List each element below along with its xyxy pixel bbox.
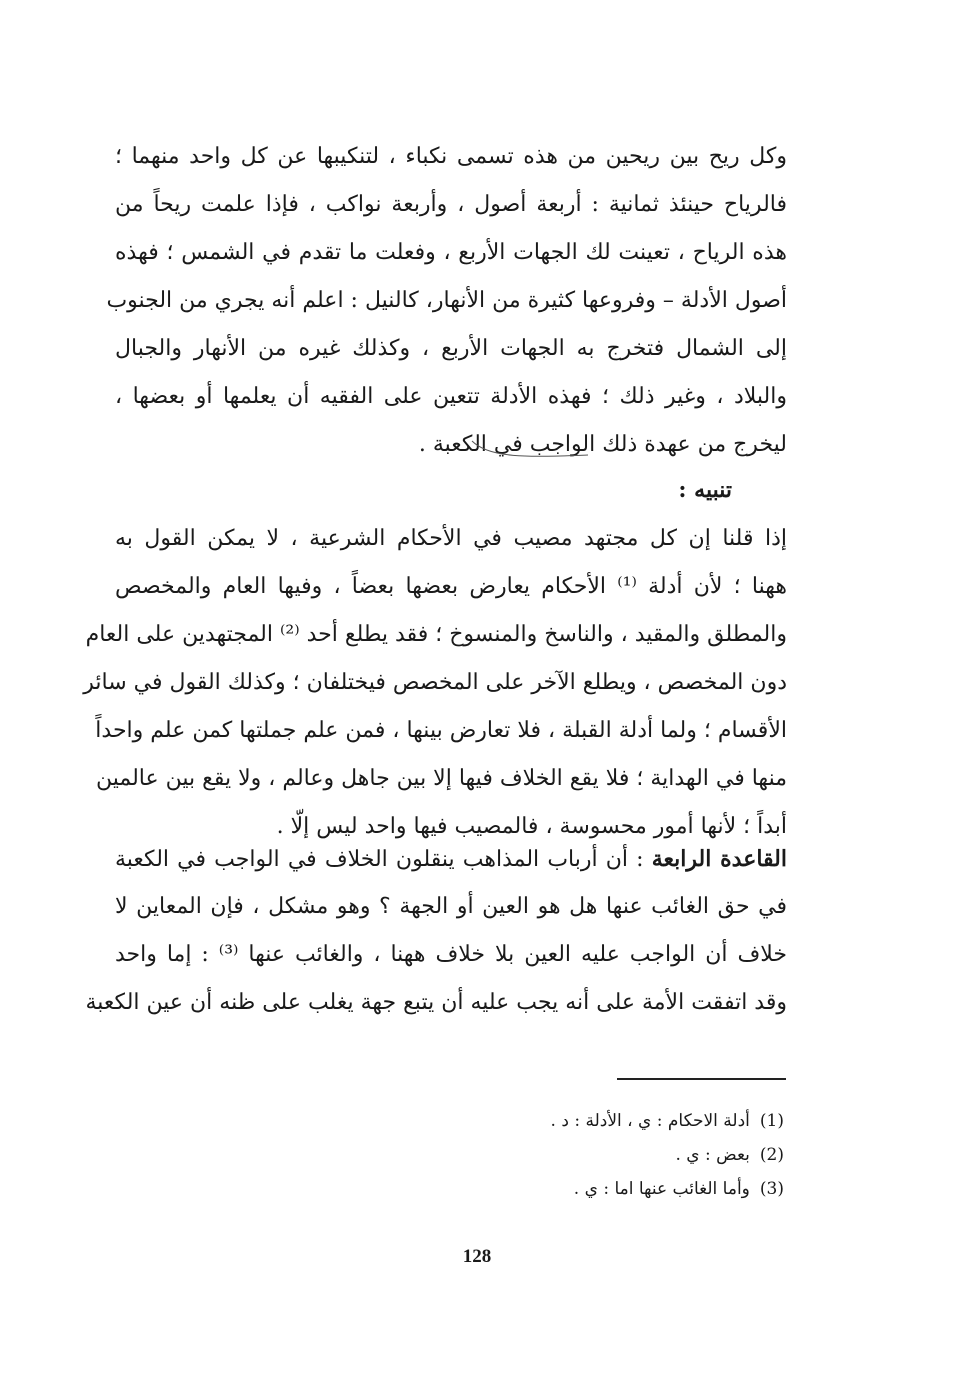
footnotes (551, 1104, 784, 1206)
text-line: فالرياح حينئذ ثمانية : أربعة أصول ، وأربعة نواكب ، فإذا علمت ريحاً من (115, 192, 787, 217)
section-heading: تنبيه : (678, 477, 732, 503)
text-line: دون المخصص ، ويطلع الآخر على المخصص فيختلفان ؛ وكذلك القول في سائر (83, 670, 787, 695)
paragraph-2 (83, 515, 787, 851)
footnote (551, 1104, 784, 1138)
footnote-text: بعض : ي . (675, 1145, 750, 1165)
text-line: خلاف أن الواجب عليه العين بلا خلاف ههنا ، والغائب عنها ⁽³⁾ : إما واحد (115, 942, 787, 967)
text-line: في حق الغائب عنها هل هو العين أو الجهة ؟ وهو مشكل ، فإن المعاين لا (115, 894, 787, 919)
text-line: والمطلق والمقيد ، والناسخ والمنسوخ ؛ فقد يطلع أحد ⁽²⁾ المجتهدين على العام (85, 622, 787, 647)
text-line: أبداً ؛ لأنها أمور محسوسة ، فالمصيب فيها واحد ليس إلّا . (276, 814, 787, 839)
footnote-number: (3) (759, 1179, 784, 1199)
footnote-number: (1) (759, 1111, 784, 1131)
footnote-number: (2) (759, 1145, 784, 1165)
footnote-text: وأما الغائب عنها اما : ي . (573, 1179, 750, 1199)
text-line: وكل ريح بين ريحين من هذه تسمى نكباء ، لتنكيبها عن كل واحد منهما ؛ (115, 144, 787, 169)
footnote-separator (617, 1078, 786, 1080)
page-number: 128 (462, 1246, 492, 1267)
paragraph-1 (106, 133, 787, 469)
text-line: ليخرج من عهدة ذلك الواجب في الكعبة . (418, 432, 787, 457)
text-line: منها في الهداية ؛ فلا يقع الخلاف فيها إلا بين جاهل وعالم ، ولا يقع بين عالمين (95, 766, 787, 791)
text-line: إلى الشمال فتخرج به الجهات الأربع ، وكذلك غيره من الأنهار والجبال (115, 336, 787, 361)
pen-mark (470, 437, 590, 461)
footnote (551, 1138, 784, 1172)
text-run: : أن أرباب المذاهب ينقلون الخلاف في الواجب في الكعبة (115, 847, 652, 872)
text-line: وقد اتفقت الأمة على أنه يجب عليه أن يتبع جهة يغلب على ظنه أن عين الكعبة (85, 990, 787, 1015)
rule-title: القاعدة الرابعة (651, 846, 787, 872)
text-line: هذه الرياح ، تعينت لك الجهات الأربع ، وفعلت ما تقدم في الشمس ؛ فهذه (115, 240, 787, 265)
footnote (551, 1172, 784, 1206)
text-line: والبلاد ، وغير ذلك ؛ فهذه الأدلة تتعين على الفقيه أن يعلمها أو بعضها ، (115, 384, 787, 409)
text-line: الأقسام ؛ ولما أدلة القبلة ، فلا تعارض بينها ، فمن علم جملتها كمن علم واحداً (95, 718, 787, 743)
footnote-text: أدلة الاحكام : ي ، الأدلة : د . (550, 1111, 750, 1131)
text-line: ههنا ؛ لأن أدلة ⁽¹⁾ الأحكام يعارض بعضها بعضاً ، وفيها العام والمخصص (115, 574, 787, 599)
text-line (115, 835, 787, 883)
paragraph-3 (85, 835, 787, 1027)
text-line: أصول الأدلة – وفروعها كثيرة من الأنهار، كالنيل : اعلم أنه يجري من الجنوب (106, 288, 787, 313)
text-line: إذا قلنا إن كل مجتهد مصيب في الأحكام الشرعية ، لا يمكن القول به (115, 526, 787, 551)
